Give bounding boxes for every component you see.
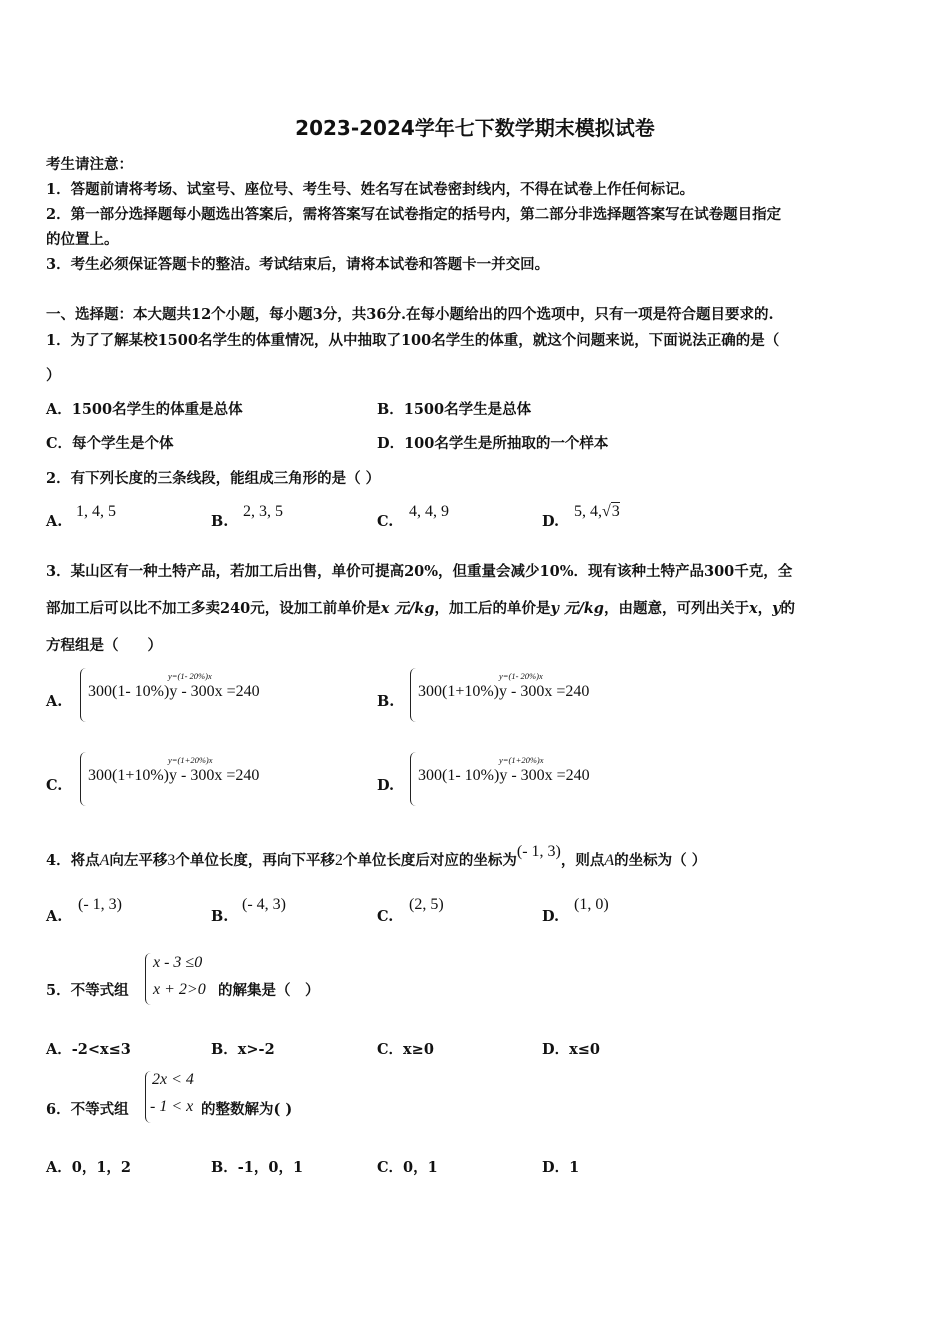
q2-label-b: B. — [211, 513, 229, 530]
q4-text: 个单位长度，再向下平移 — [175, 852, 335, 869]
q4-point: A — [604, 852, 615, 869]
q4-option-b: (- 4, 3) — [242, 896, 286, 913]
q3-var-y: y — [550, 600, 559, 617]
q5-brace — [145, 953, 152, 1005]
q3-option-a-brace — [80, 668, 87, 722]
q3-option-b-eq2: 300(1+10%)y - 300x =240 — [418, 683, 590, 700]
q3-stem-line1: 3．某山区有一种土特产品，若加工后出售，单价可提高20%，但重量会减少10%．现有该种土特产品300千克，全 — [46, 563, 793, 580]
q3-var-x: x — [748, 600, 758, 617]
q2-option-a: 1, 4, 5 — [76, 503, 116, 520]
q3-option-d-brace — [410, 752, 417, 806]
q4-coordinate: (- 1, 3) — [516, 843, 561, 860]
q4-label-c: C. — [377, 908, 394, 925]
q3-text: ， — [757, 600, 773, 617]
q3-stem-line3: 方程组是（ ） — [46, 637, 162, 654]
q2-label-c: C. — [377, 513, 394, 530]
q5-option-c: C．x≥0 — [377, 1041, 434, 1058]
q3-text: 的 — [780, 600, 796, 617]
q4-text: 个单位长度后对应的坐标为 — [342, 852, 517, 869]
q4-label-d: D. — [542, 908, 560, 925]
q2-stem: 2．有下列长度的三条线段，能组成三角形的是（ ） — [46, 470, 381, 487]
q3-label-a: A. — [46, 693, 63, 710]
q4-option-c: (2, 5) — [409, 896, 444, 913]
q2-label-d: D. — [542, 513, 560, 530]
q6-stem-b: 的整数解为( ) — [201, 1101, 293, 1118]
notice-item: 1．答题前请将考场、试室号、座位号、考生号、姓名写在试卷密封线内，不得在试卷上作任何标记。 — [46, 181, 695, 198]
q6-option-a: A．0，1，2 — [46, 1159, 132, 1176]
q2-option-d-prefix: 5, 4, — [574, 503, 602, 520]
q2-option-c: 4, 4, 9 — [409, 503, 449, 520]
q6-option-b: B．-1，0，1 — [211, 1159, 304, 1176]
q5-option-d: D．x≤0 — [542, 1041, 600, 1058]
q2-option-b: 2, 3, 5 — [243, 503, 283, 520]
notice-item: 2．第一部分选择题每小题选出答案后，需将答案写在试卷指定的括号内，第二部分非选择题答案写在试卷题目指定 — [46, 206, 782, 223]
q1-stem: 1．为了了解某校1500名学生的体重情况，从中抽取了100名学生的体重，就这个问题来说，下面说法正确的是（ — [46, 332, 780, 349]
q3-option-d-eq1: y=(1+20%)x — [499, 755, 544, 765]
q4-point: A — [99, 852, 110, 869]
q6-option-d: D．1 — [542, 1159, 580, 1176]
q1-option-c: C．每个学生是个体 — [46, 435, 174, 452]
notice-item: 3．考生必须保证答题卡的整洁。考试结束后，请将本试卷和答题卡一并交回。 — [46, 256, 550, 273]
q6-ineq-1: 2x < 4 — [152, 1071, 194, 1088]
notice-item: 的位置上。 — [46, 231, 119, 248]
q5-ineq-1: x - 3 ≤0 — [153, 954, 203, 971]
q3-label-b: B. — [377, 693, 395, 710]
q3-stem-line2 — [46, 597, 795, 618]
q3-label-d: D. — [377, 777, 395, 794]
q4-option-d: (1, 0) — [574, 896, 609, 913]
q4-text: 的坐标为（ ） — [614, 852, 707, 869]
q4-stem — [46, 843, 707, 870]
q5-option-a: A．-2<x≤3 — [46, 1041, 131, 1058]
q1-option-b: B．1500名学生是总体 — [377, 401, 532, 418]
q4-text: 向左平移 — [109, 852, 168, 869]
q2-option-d — [574, 503, 620, 521]
q3-option-c-eq1: y=(1+20%)x — [168, 755, 213, 765]
q3-option-c-brace — [80, 752, 87, 806]
page-title: 2023-2024学年七下数学期末模拟试卷 — [295, 116, 655, 140]
q5-stem-b: 的解集是（ ） — [218, 982, 320, 999]
q3-var-x: x — [380, 600, 390, 617]
q5-option-b: B．x>-2 — [211, 1041, 275, 1058]
q4-option-a: (- 1, 3) — [78, 896, 122, 913]
q4-label-b: B. — [211, 908, 229, 925]
q3-option-b-brace — [410, 668, 417, 722]
q5-stem-a: 5．不等式组 — [46, 982, 129, 999]
q3-option-a-eq2: 300(1- 10%)y - 300x =240 — [88, 683, 260, 700]
q2-option-d-radicand: 3 — [611, 503, 620, 520]
q1-option-a: A．1500名学生的体重是总体 — [46, 401, 243, 418]
q5-ineq-2: x + 2>0 — [153, 981, 206, 998]
q1-option-d: D．100名学生是所抽取的一个样本 — [377, 435, 609, 452]
q3-var-y: y — [772, 600, 781, 617]
q4-number: 2 — [334, 852, 343, 869]
sqrt-symbol: √ — [602, 503, 611, 520]
q3-option-a-eq1: y=(1- 20%)x — [168, 671, 212, 681]
q6-option-c: C．0，1 — [377, 1159, 438, 1176]
q3-option-c-eq2: 300(1+10%)y - 300x =240 — [88, 767, 260, 784]
q3-text: 部加工后可以比不加工多卖240元，设加工前单价是 — [46, 600, 381, 617]
q6-stem-a: 6．不等式组 — [46, 1101, 129, 1118]
q3-option-b-eq1: y=(1- 20%)x — [499, 671, 543, 681]
q4-label-a: A. — [46, 908, 63, 925]
q4-text: 4．将点 — [46, 852, 100, 869]
notice-header: 考生请注意： — [46, 156, 133, 173]
q3-text: ，加工后的单价是 — [434, 600, 551, 617]
q3-unit: 元/kg — [563, 600, 604, 617]
q4-number: 3 — [167, 852, 176, 869]
q1-stem-end: ） — [46, 367, 61, 384]
q4-text: ，则点 — [560, 852, 605, 869]
q2-label-a: A. — [46, 513, 63, 530]
q3-unit: 元/kg — [394, 600, 435, 617]
q3-label-c: C. — [46, 777, 63, 794]
section-header: 一、选择题：本大题共12个小题，每小题3分，共36分.在每小题给出的四个选项中，只有一项是符合题目要求的. — [46, 306, 774, 323]
q3-text: ，由题意，可列出关于 — [603, 600, 749, 617]
q6-ineq-2: - 1 < x — [150, 1098, 194, 1115]
q3-option-d-eq2: 300(1- 10%)y - 300x =240 — [418, 767, 590, 784]
